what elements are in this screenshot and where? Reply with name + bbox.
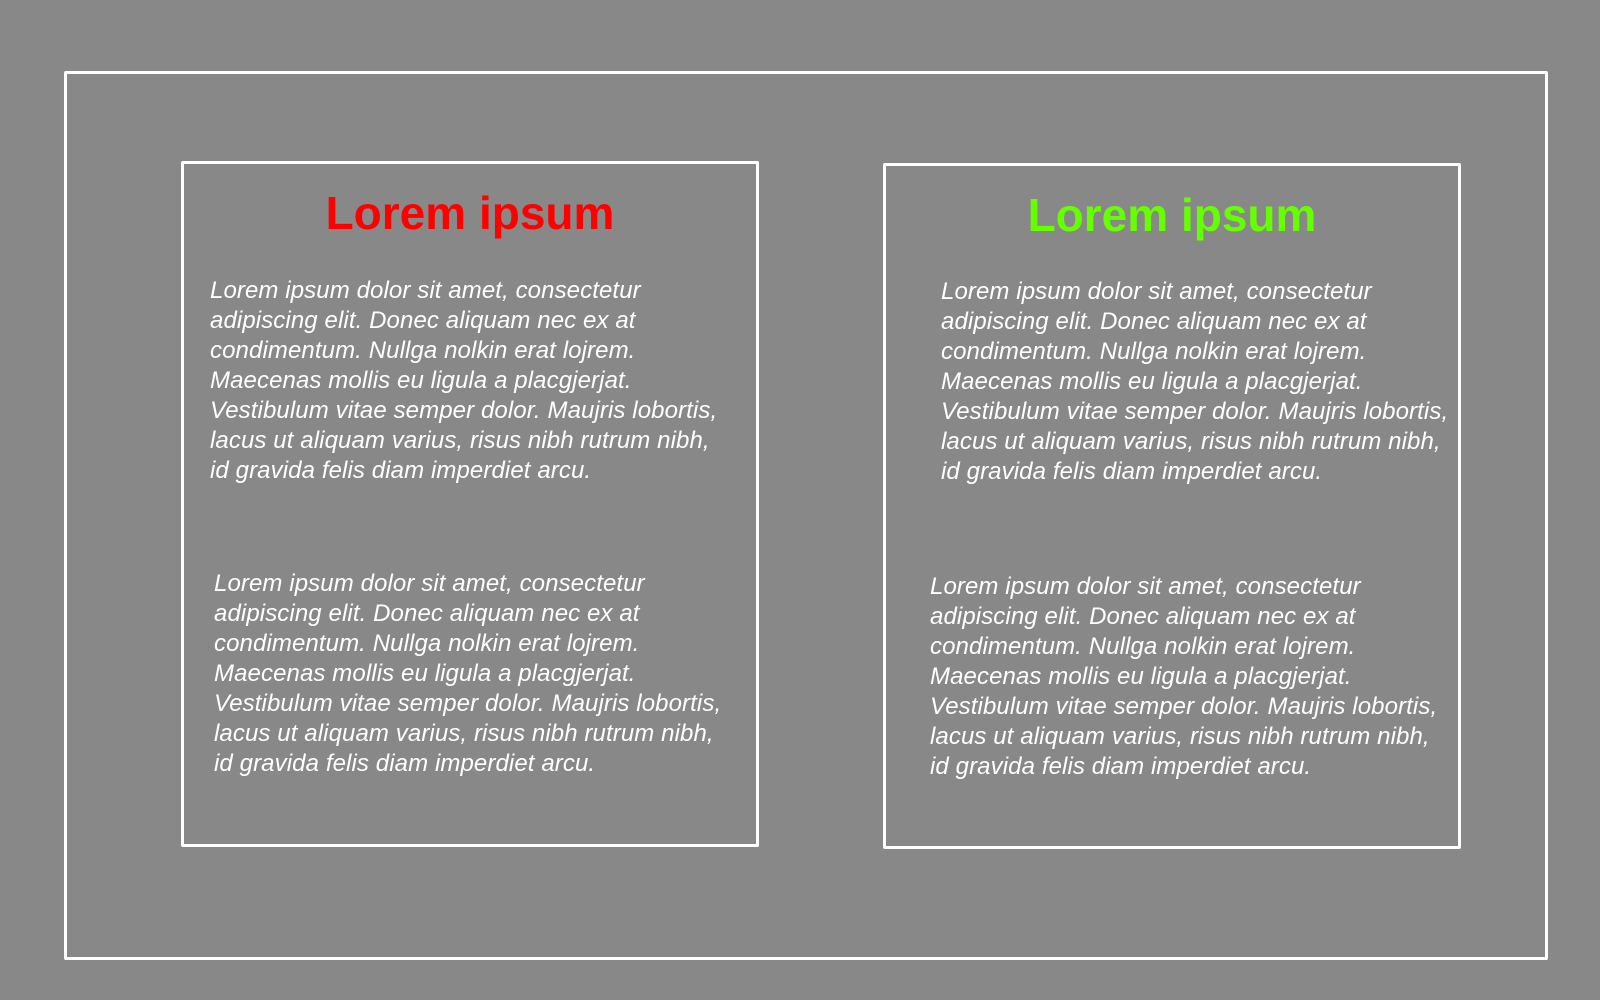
right-card-title: Lorem ipsum bbox=[1027, 189, 1317, 241]
right-card-paragraph-2: Lorem ipsum dolor sit amet, consectetur adipiscing elit. Donec aliquam nec ex at condimentum. Nullga nolkin erat lojrem. Maecenas mollis eu ligula a placgjerjat. Vestibulum vitae semper dolor. Maujris lobortis, lacus ut aliquam varius, risus nibh rutrum nibh, id gravida felis diam imperdiet arcu. bbox=[930, 573, 1438, 780]
left-card bbox=[181, 161, 759, 847]
left-card-paragraph-1: Lorem ipsum dolor sit amet, consectetur adipiscing elit. Donec aliquam nec ex at condimentum. Nullga nolkin erat lojrem. Maecenas mollis eu ligula a placgjerjat. Vestibulum vitae semper dolor. Maujris lobortis, lacus ut aliquam varius, risus nibh rutrum nibh, id gravida felis diam imperdiet arcu. bbox=[210, 277, 718, 484]
left-card-title: Lorem ipsum bbox=[325, 187, 615, 239]
right-card-paragraph-1: Lorem ipsum dolor sit amet, consectetur adipiscing elit. Donec aliquam nec ex at condimentum. Nullga nolkin erat lojrem. Maecenas mollis eu ligula a placgjerjat. Vestibulum vitae semper dolor. Maujris lobortis, lacus ut aliquam varius, risus nibh rutrum nibh, id gravida felis diam imperdiet arcu. bbox=[941, 278, 1449, 485]
left-card-paragraph-2: Lorem ipsum dolor sit amet, consectetur adipiscing elit. Donec aliquam nec ex at condimentum. Nullga nolkin erat lojrem. Maecenas mollis eu ligula a placgjerjat. Vestibulum vitae semper dolor. Maujris lobortis, lacus ut aliquam varius, risus nibh rutrum nibh, id gravida felis diam imperdiet arcu. bbox=[214, 570, 722, 777]
right-card bbox=[883, 163, 1461, 849]
